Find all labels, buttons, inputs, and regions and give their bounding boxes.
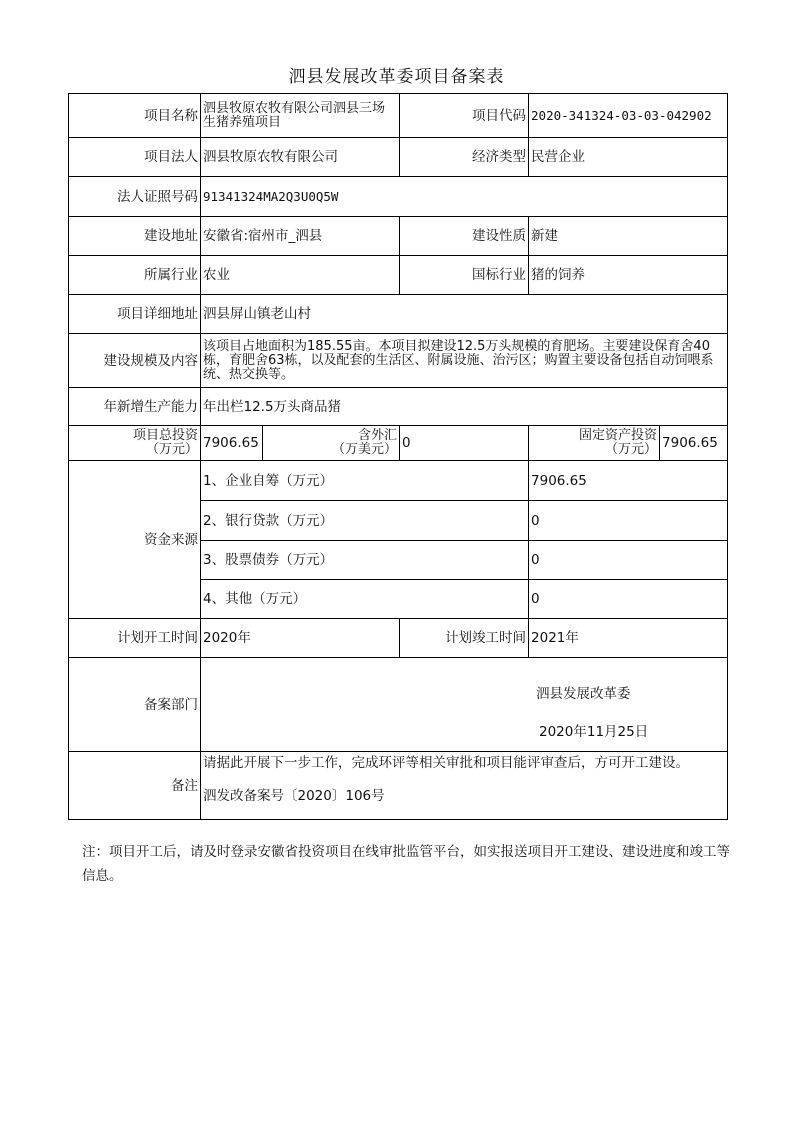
- total-invest-label-line2: （万元）: [145, 442, 198, 457]
- funding-item-name: 4、其他（万元）: [201, 580, 529, 619]
- scale-value: 该项目占地面积为185.55亩。本项目拟建设12.5万头规模的育肥场。主要建设保育舍40栋，育肥舍63栋，以及配套的生活区、附属设施、治污区；购置主要设备包括自动饲喂系统、热交换等。: [201, 334, 728, 388]
- total-invest-label: [69, 426, 201, 461]
- foreign-value: 0: [400, 426, 529, 461]
- foreign-label-line2: （万美元）: [332, 442, 398, 457]
- dept-date: 2020年11月25日: [539, 724, 649, 740]
- project-name-label: 项目名称: [69, 94, 201, 138]
- project-name-value: 泗县牧原农牧有限公司泗县三场生猪养殖项目: [201, 94, 400, 138]
- funding-item-value: 0: [529, 580, 728, 619]
- capacity-label: 年新增生产能力: [69, 388, 201, 426]
- nature-value: 新建: [529, 217, 728, 256]
- remark-cell: [201, 752, 728, 820]
- economic-type-label: 经济类型: [400, 138, 529, 177]
- funding-item-value: 0: [529, 501, 728, 541]
- site-label: 建设地址: [69, 217, 201, 256]
- scale-label: 建设规模及内容: [69, 334, 201, 388]
- remark-ref: 泗发改备案号〔2020〕106号: [203, 788, 385, 804]
- industry-label: 所属行业: [69, 256, 201, 295]
- funding-item-name: 3、股票债券（万元）: [201, 541, 529, 580]
- project-code-value: 2020-341324-03-03-042902: [529, 94, 728, 138]
- legal-entity-label: 项目法人: [69, 138, 201, 177]
- detail-address-value: 泗县屏山镇老山村: [201, 295, 728, 334]
- national-industry-value: 猪的饲养: [529, 256, 728, 295]
- start-value: 2020年: [201, 619, 400, 658]
- finish-label: 计划竣工时间: [400, 619, 529, 658]
- funding-item-value: 7906.65: [529, 461, 728, 501]
- dept-org: 泗县发展改革委: [536, 686, 631, 702]
- remark-text: 请据此开展下一步工作，完成环评等相关审批和项目能评审查后，方可开工建设。: [203, 755, 689, 771]
- project-code-label: 项目代码: [400, 94, 529, 138]
- license-no-label: 法人证照号码: [69, 177, 201, 217]
- legal-entity-value: 泗县牧原农牧有限公司: [201, 138, 400, 177]
- dept-cell: [201, 658, 728, 752]
- industry-value: 农业: [201, 256, 400, 295]
- capacity-value: 年出栏12.5万头商品猪: [201, 388, 728, 426]
- fixed-invest-label: [529, 426, 660, 461]
- dept-label: 备案部门: [69, 658, 201, 752]
- funding-item-name: 2、银行贷款（万元）: [201, 501, 529, 541]
- filing-table: [68, 93, 728, 820]
- foreign-label-line1: 含外汇: [358, 428, 398, 443]
- fixed-invest-value: 7906.65: [660, 426, 728, 461]
- license-no-value: 91341324MA2Q3U0Q5W: [201, 177, 728, 217]
- fixed-invest-label-line1: 固定资产投资: [579, 428, 658, 443]
- total-invest-label-line1: 项目总投资: [132, 428, 198, 443]
- fixed-invest-label-line2: （万元）: [605, 442, 658, 457]
- remark-label: 备注: [69, 752, 201, 820]
- site-value: 安徽省:宿州市_泗县: [201, 217, 400, 256]
- footnote: 注：项目开工后，请及时登录安徽省投资项目在线审批监管平台，如实报送项目开工建设、建设进度和竣工等信息。: [82, 844, 730, 884]
- finish-value: 2021年: [529, 619, 728, 658]
- economic-type-value: 民营企业: [529, 138, 728, 177]
- detail-address-label: 项目详细地址: [69, 295, 201, 334]
- funding-label: 资金来源: [69, 461, 201, 619]
- total-invest-value: 7906.65: [201, 426, 263, 461]
- nature-label: 建设性质: [400, 217, 529, 256]
- foreign-label: [263, 426, 400, 461]
- funding-item-name: 1、企业自筹（万元）: [201, 461, 529, 501]
- funding-item-value: 0: [529, 541, 728, 580]
- start-label: 计划开工时间: [69, 619, 201, 658]
- page-title: 泗县发展改革委项目备案表: [288, 67, 505, 87]
- national-industry-label: 国标行业: [400, 256, 529, 295]
